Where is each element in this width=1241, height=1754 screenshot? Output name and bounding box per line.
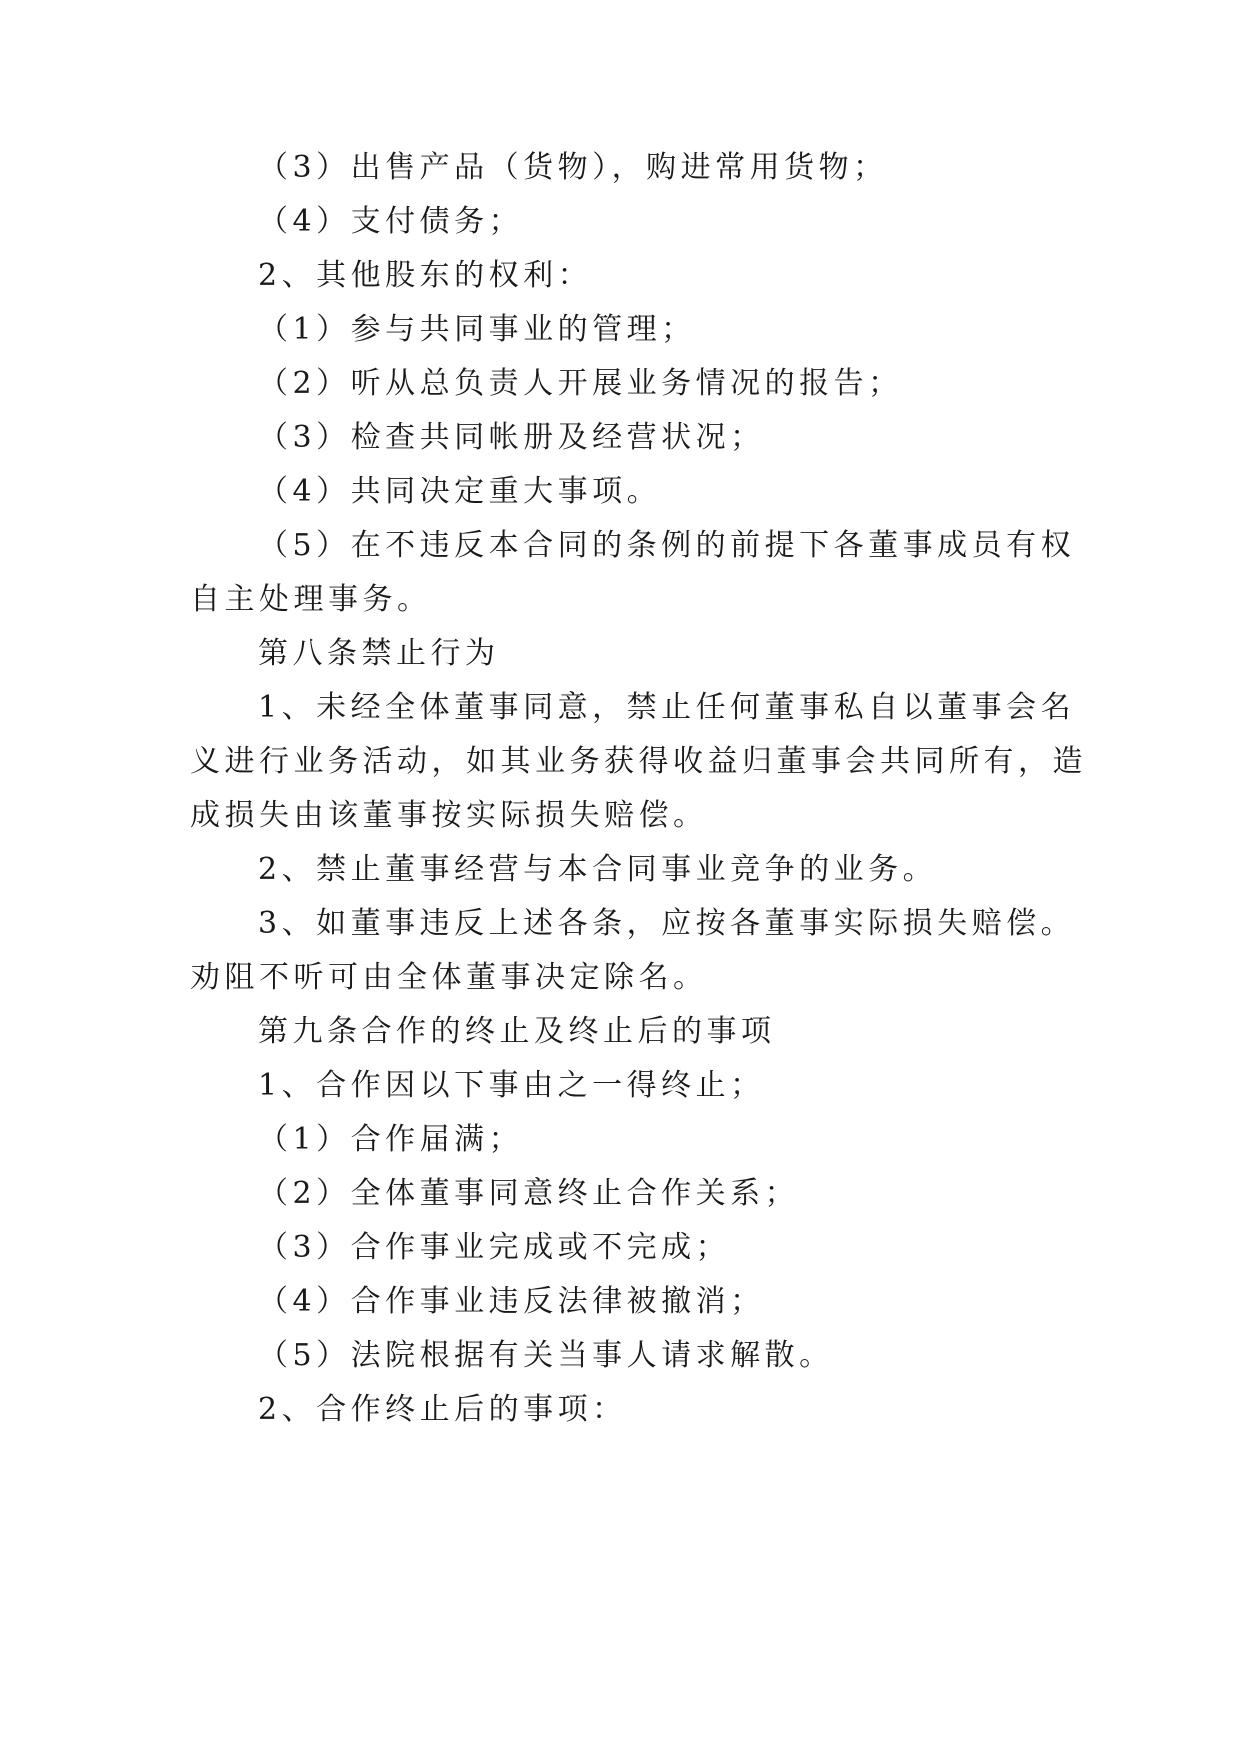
- paragraph-line: （4）支付债务；: [258, 204, 524, 239]
- paragraph-line: （1）合作届满；: [258, 1122, 524, 1157]
- paragraph-line: 2、其他股东的权利：: [258, 258, 593, 293]
- paragraph-line: 1、未经全体董事同意，禁止任何董事私自以董事会名: [258, 690, 1076, 725]
- paragraph-line: （2）听从总负责人开展业务情况的报告；: [258, 366, 903, 401]
- section-heading: 第八条禁止行为: [258, 636, 500, 671]
- paragraph-line: （2）全体董事同意终止合作关系；: [258, 1176, 800, 1211]
- paragraph-line: （5）在不违反本合同的条例的前提下各董事成员有权: [258, 528, 1076, 563]
- paragraph-line: 劝阻不听可由全体董事决定除名。: [190, 960, 708, 995]
- paragraph-line: （1）参与共同事业的管理；: [258, 312, 696, 347]
- paragraph-line: 2、禁止董事经营与本合同事业竞争的业务。: [258, 852, 938, 887]
- paragraph-line: 成损失由该董事按实际损失赔偿。: [190, 798, 708, 833]
- paragraph-line: 义进行业务活动，如其业务获得收益归董事会共同所有，造: [190, 744, 1087, 779]
- paragraph-line: 自主处理事务。: [190, 582, 432, 617]
- paragraph-line: （4）共同决定重大事项。: [258, 474, 662, 509]
- paragraph-line: 2、合作终止后的事项：: [258, 1392, 627, 1427]
- paragraph-line: 3、如董事违反上述各条，应按各董事实际损失赔偿。: [258, 906, 1076, 941]
- paragraph-line: （5）法院根据有关当事人请求解散。: [258, 1338, 834, 1373]
- paragraph-line: （3）合作事业完成或不完成；: [258, 1230, 731, 1265]
- paragraph-line: （3）检查共同帐册及经营状况；: [258, 420, 765, 455]
- paragraph-line: （3）出售产品（货物），购进常用货物；: [258, 150, 888, 185]
- section-heading: 第九条合作的终止及终止后的事项: [258, 1014, 776, 1049]
- paragraph-line: 1、合作因以下事由之一得终止；: [258, 1068, 765, 1103]
- paragraph-line: （4）合作事业违反法律被撤消；: [258, 1284, 765, 1319]
